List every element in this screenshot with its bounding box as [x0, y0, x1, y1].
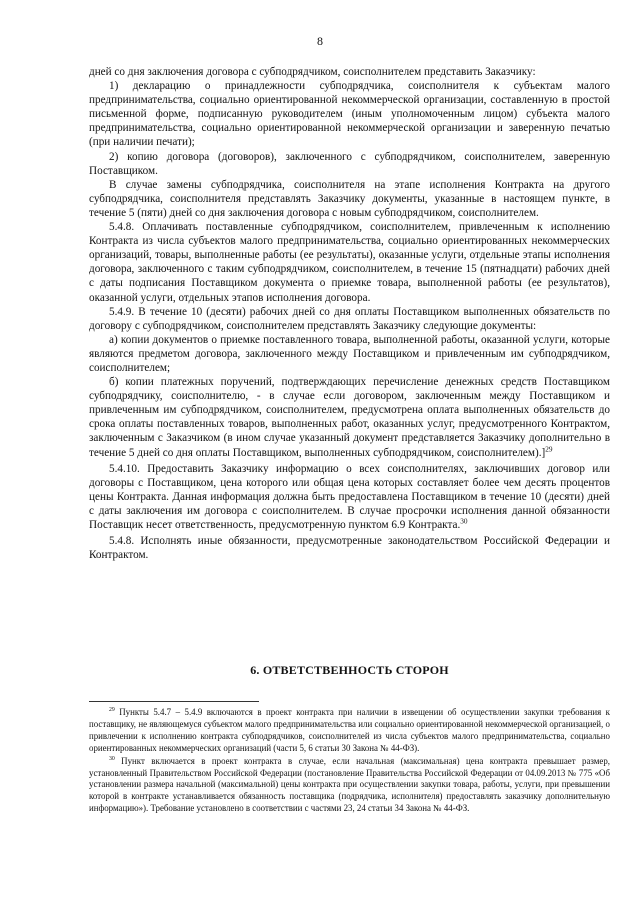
body-text — [89, 65, 610, 562]
section-heading: 6. ОТВЕТСТВЕННОСТЬ СТОРОН — [250, 663, 449, 677]
paragraph-5-4-8-other: 5.4.8. Исполнять иные обязанности, предусмотренные законодательством Российской Федерации и Контрактом. — [89, 535, 610, 562]
footnote-mark: 30 — [109, 755, 115, 762]
paragraph-item-a: а) копии документов о приемке поставленного товара, выполненной работы, оказанной услуги, которые являются предметом договора, заключенного между Поставщиком и привлеченным им субподрядчиком, соисполнителем; — [89, 333, 610, 374]
footnotes — [89, 707, 610, 816]
paragraph-5-4-10-text: 5.4.10. Предоставить Заказчику информацию о всех соисполнителях, заключивших договор или договоры с Поставщиком, цена которого или общая цена которых составляет более чем десять процентов цены Контракта. Данная информация должна быть предоставлена Поставщиком в течение 10 (десяти) дней с даты заключения им договора с соисполнителем. В случае просрочки исполнения данной обязанности Поставщик несет ответственность, предусмотренную пунктом 6.9 Контракта. — [89, 462, 610, 531]
paragraph-item-b — [89, 375, 610, 460]
footnote-divider — [89, 701, 259, 702]
paragraph-declaration: 1) декларацию о принадлежности субподрядчика, соисполнителя к субъектам малого предпринимательства, социально ориентированной некоммерческой организации, составленную в простой письменной форме, подписанную руководителем (иным уполномоченным лицом) субъекта малого предпринимательства, социально ориентированной некоммерческой организации и заверенную печатью (при наличии печати); — [89, 80, 610, 149]
footnote-text: Пункты 5.4.7 – 5.4.9 включаются в проект контракта при наличии в извещении об осуществлении закупки требования к поставщику, не являющемуся субъектом малого предпринимательства или социально ориентированной некоммерческой организацией, о привлечении к исполнению контракта субподрядчиков, соисполнителей из числа субъектов малого предпринимательства, социально ориентированных некоммерческих организаций (части 5, 6 статьи 30 Закона № 44-ФЗ). — [89, 707, 610, 753]
paragraph-continuation: дней со дня заключения договора с субподрядчиком, соисполнителем представить Заказчику: — [89, 66, 536, 78]
paragraph-replacement: В случае замены субподрядчика, соисполнителя на этапе исполнения Контракта на другого субподрядчика, соисполнителя представлять Заказчику документы, указанные в настоящем пункте, в течение 5 (пяти) дней со дня заключения договора с новым субподрядчиком, соисполнителем. — [89, 178, 610, 219]
paragraph-item-b-text: б) копии платежных поручений, подтверждающих перечисление денежных средств Поставщиком субподрядчику, соисполнителю, - в случае если договором, заключенным между Поставщиком и привлеченным им субподрядчиком, соисполнителем, предусмотрена оплата выполненных обязательств до срока оплаты поставленных товаров, выполненных работ, оказанных услуг, предусмотренного Контрактом, заключенным с Заказчиком (в ином случае указанный документ представляется Заказчику дополнительно в течение 5 дней со дня оплаты Поставщиком, выполненных субподрядчиком, соисполнителем).] — [89, 376, 610, 459]
footnote-29 — [89, 707, 610, 755]
footnote-mark: 29 — [109, 707, 115, 714]
footnote-30 — [89, 756, 610, 816]
page-number: 8 — [317, 34, 323, 48]
footnote-text: Пункт включается в проект контракта в случае, если начальная (максимальная) цена контракта превышает размер, установленный Правительством Российской Федерации (постановление Правительства Российской Федерации от 04.09.2013 № 775 «Об установлении размера начальной (максимальной) цены контракта при осуществлении закупки товара, работы, услуги, при превышении которой в контракте устанавливается обязанность поставщика (подрядчика, исполнителя) предоставлять заказчику дополнительную информацию»). Требование установлено в соответствии с частями 23, 24 статьи 34 Закона № 44-ФЗ. — [89, 755, 610, 814]
footnote-ref-30[interactable]: 30 — [460, 517, 468, 526]
paragraph-5-4-10 — [89, 462, 610, 532]
paragraph-5-4-9: 5.4.9. В течение 10 (десяти) рабочих дней со дня оплаты Поставщиком выполненных обязательств по договору с субподрядчиком, соисполнителем представлять Заказчику следующие документы: — [89, 305, 610, 332]
paragraph-5-4-8-payment: 5.4.8. Оплачивать поставленные субподрядчиком, соисполнителем, привлеченным к исполнению Контракта из числа субъектов малого предпринимательства, социально ориентированных некоммерческих организаций, товары, выполненные работы (ее результаты), оказанные услуги, отдельные этапы исполнения договора, заключенного с таким субподрядчиком, соисполнителем, в течение 15 (пятнадцати) рабочих дней с даты подписания Поставщиком документа о приемке товара, выполненной работы (ее результатов), оказанной услуги, отдельных этапов исполнения договора. — [89, 221, 610, 304]
footnote-ref-29[interactable]: 29 — [545, 444, 553, 453]
paragraph-contract-copy: 2) копию договора (договоров), заключенного с субподрядчиком, соисполнителем, заверенную Поставщиком. — [89, 150, 610, 177]
